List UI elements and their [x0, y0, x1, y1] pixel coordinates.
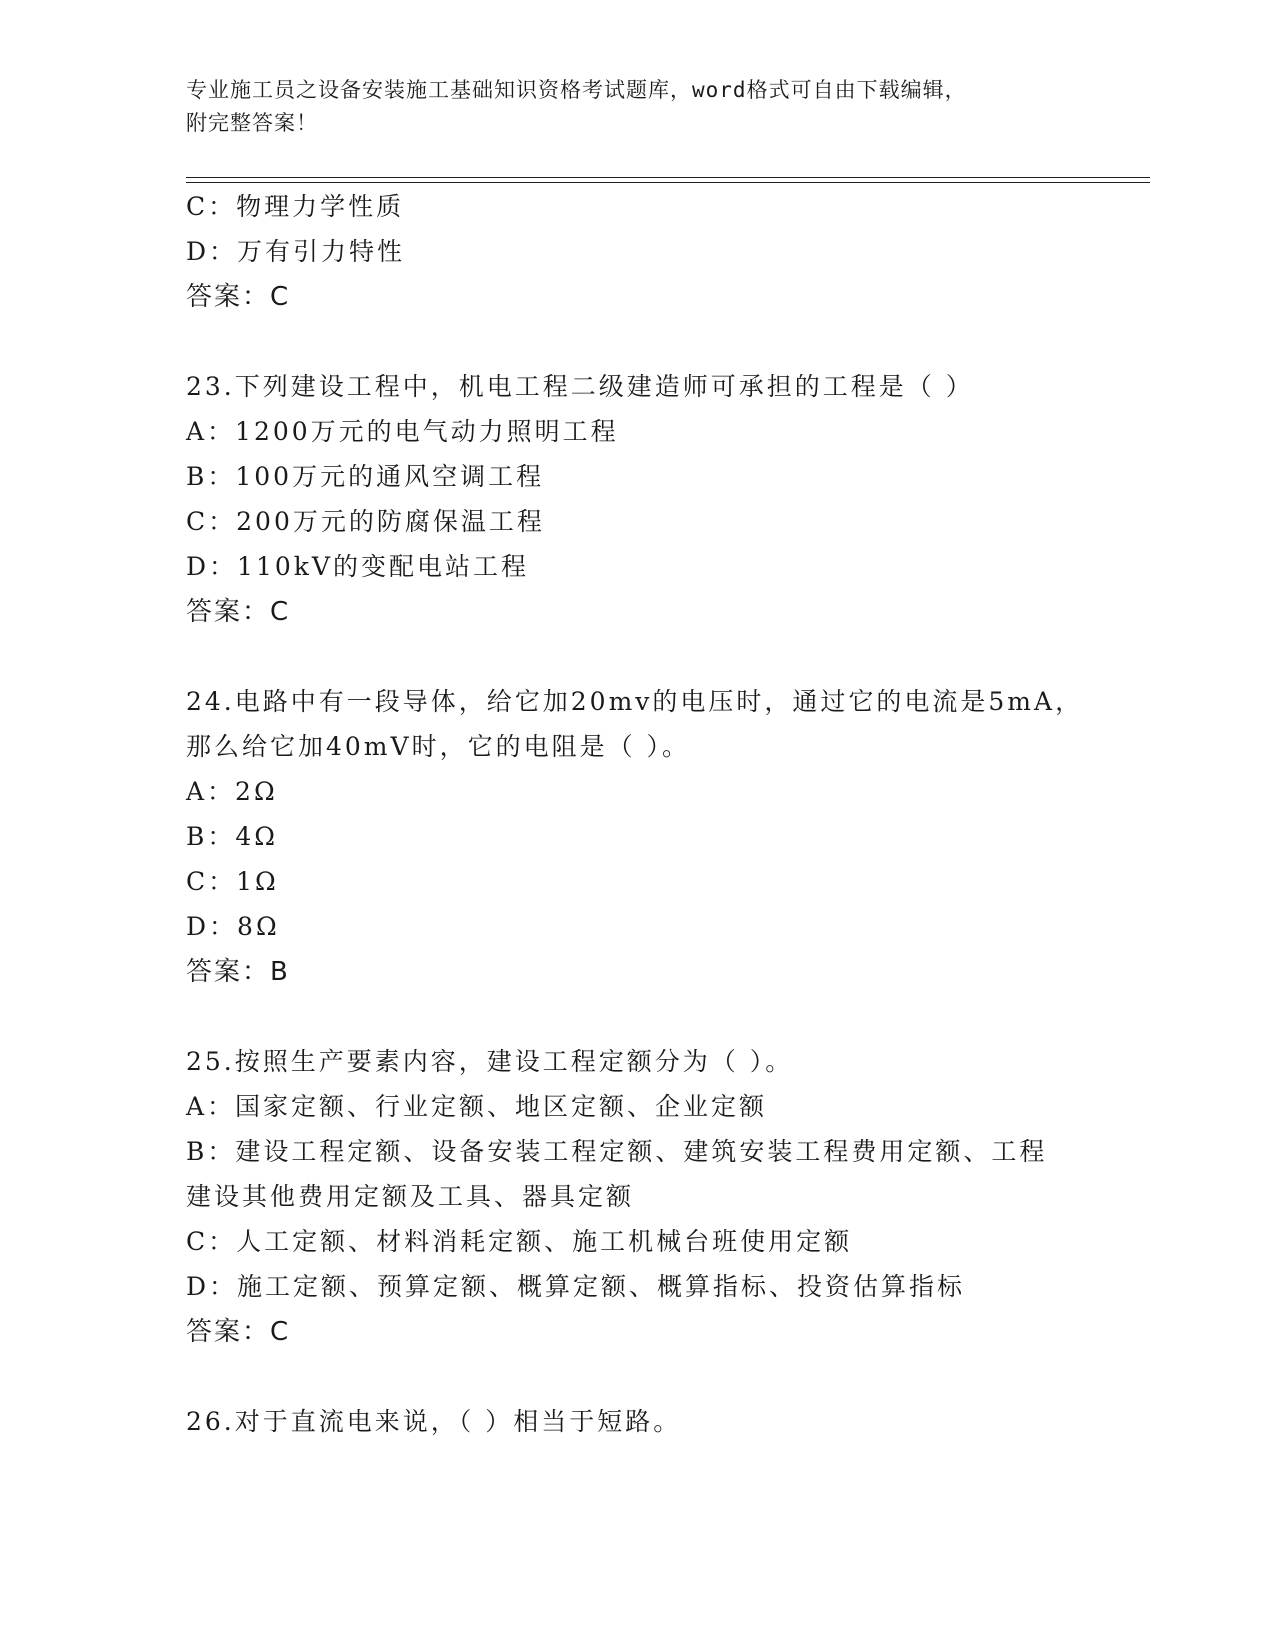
- header-line-1: 专业施工员之设备安装施工基础知识资格考试题库，word格式可自由下载编辑，: [186, 78, 967, 102]
- option-a-q25: A：国家定额、行业定额、地区定额、企业定额: [186, 1092, 768, 1121]
- answer-q25: 答案：C: [186, 1317, 291, 1347]
- header-rule-top: [186, 177, 1150, 178]
- answer-q23: 答案：C: [186, 597, 291, 627]
- option-d-q25: D：施工定额、预算定额、概算定额、概算指标、投资估算指标: [186, 1272, 966, 1301]
- header-line-2: 附完整答案！: [186, 111, 318, 135]
- option-b-q24: B：4Ω: [186, 822, 279, 851]
- option-d-q23: D：110kV的变配电站工程: [186, 552, 529, 581]
- question-23: 23.下列建设工程中，机电工程二级建造师可承担的工程是（ ）: [186, 372, 974, 401]
- option-b-q25-line-2: 建设其他费用定额及工具、器具定额: [186, 1182, 635, 1211]
- option-a-q24: A：2Ω: [186, 777, 278, 806]
- answer-q22: 答案：C: [186, 282, 291, 312]
- option-c-q24: C：1Ω: [186, 867, 279, 896]
- page-header: [186, 74, 1066, 140]
- question-25: 25.按照生产要素内容，建设工程定额分为（ ）。: [186, 1047, 794, 1076]
- option-c-q25: C：人工定额、材料消耗定额、施工机械台班使用定额: [186, 1227, 853, 1256]
- option-c-q22: C：物理力学性质: [186, 192, 405, 221]
- question-26: 26.对于直流电来说，（ ）相当于短路。: [186, 1407, 682, 1436]
- option-d-q24: D：8Ω: [186, 912, 280, 941]
- option-b-q23: B：100万元的通风空调工程: [186, 462, 545, 491]
- answer-q24: 答案：B: [186, 957, 290, 987]
- option-a-q23: A：1200万元的电气动力照明工程: [186, 417, 619, 446]
- option-c-q23: C：200万元的防腐保温工程: [186, 507, 545, 536]
- question-24-line-1: 24.电路中有一段导体，给它加20mv的电压时，通过它的电流是5mA，: [186, 687, 1084, 716]
- option-d-q22: D：万有引力特性: [186, 237, 406, 266]
- question-24-line-2: 那么给它加40mV时，它的电阻是（ ）。: [186, 732, 691, 761]
- option-b-q25-line-1: B：建设工程定额、设备安装工程定额、建筑安装工程费用定额、工程: [186, 1137, 1048, 1166]
- header-rule-bottom: [186, 182, 1150, 183]
